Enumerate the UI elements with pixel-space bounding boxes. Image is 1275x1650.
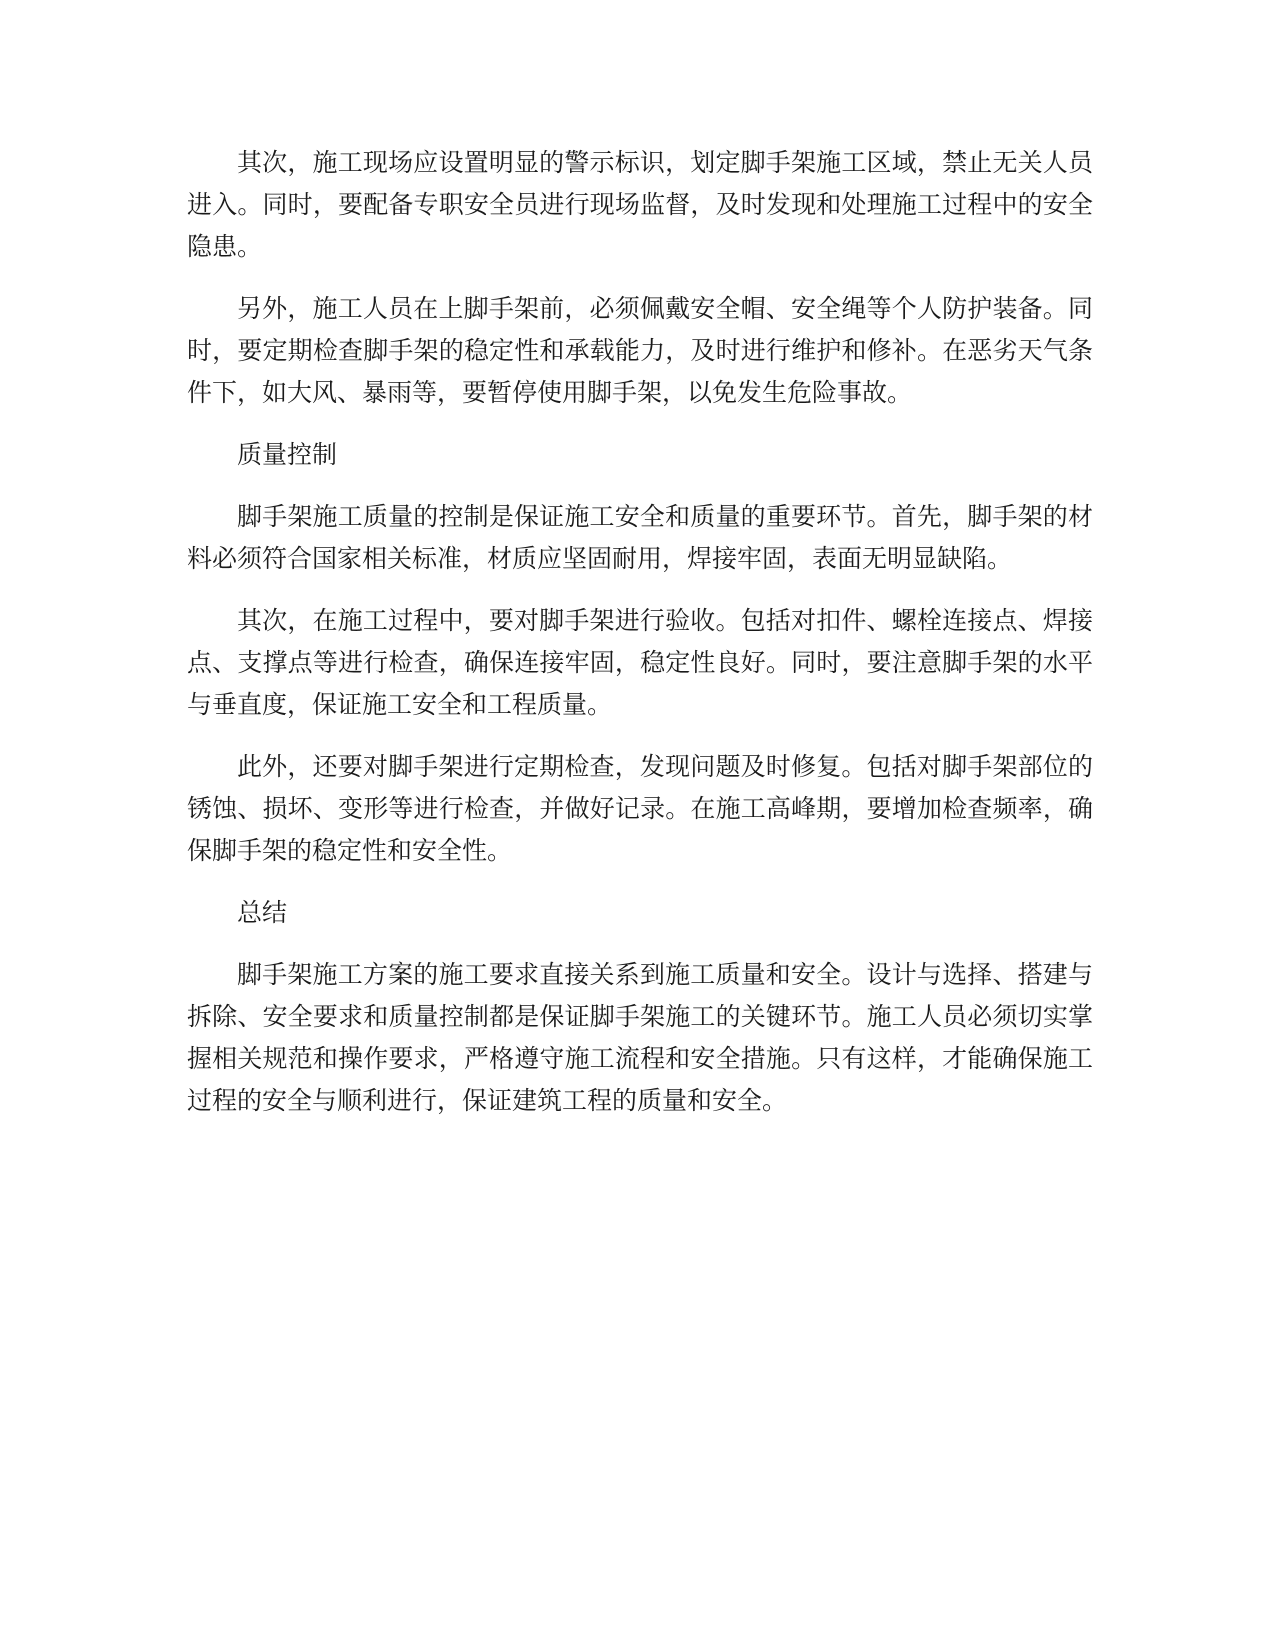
document-body	[187, 142, 1093, 1142]
section-heading-quality-control: 质量控制	[237, 440, 338, 469]
paragraph-summary: 脚手架施工方案的施工要求直接关系到施工质量和安全。设计与选择、搭建与拆除、安全要求和质量控制都是保证脚手架施工的关键环节。施工人员必须切实掌握相关规范和操作要求，严格遵守施工流程和安全措施。只有这样，才能确保施工过程的安全与顺利进行，保证建筑工程的质量和安全。	[187, 960, 1093, 1115]
paragraph-periodic-inspection: 此外，还要对脚手架进行定期检查，发现问题及时修复。包括对脚手架部位的锈蚀、损坏、变形等进行检查，并做好记录。在施工高峰期，要增加检查频率，确保脚手架的稳定性和安全性。	[187, 752, 1093, 865]
paragraph-safety-signage: 其次，施工现场应设置明显的警示标识，划定脚手架施工区域，禁止无关人员进入。同时，要配备专职安全员进行现场监督，及时发现和处理施工过程中的安全隐患。	[187, 148, 1093, 261]
paragraph-material-standards: 脚手架施工质量的控制是保证施工安全和质量的重要环节。首先，脚手架的材料必须符合国家相关标准，材质应坚固耐用，焊接牢固，表面无明显缺陷。	[187, 502, 1093, 573]
paragraph-acceptance-inspection: 其次，在施工过程中，要对脚手架进行验收。包括对扣件、螺栓连接点、焊接点、支撑点等进行检查，确保连接牢固，稳定性良好。同时，要注意脚手架的水平与垂直度，保证施工安全和工程质量。	[187, 606, 1093, 719]
section-heading-summary: 总结	[237, 898, 288, 927]
paragraph-protective-equipment: 另外，施工人员在上脚手架前，必须佩戴安全帽、安全绳等个人防护装备。同时，要定期检查脚手架的稳定性和承载能力，及时进行维护和修补。在恶劣天气条件下，如大风、暴雨等，要暂停使用脚手架，以免发生危险事故。	[187, 294, 1093, 407]
